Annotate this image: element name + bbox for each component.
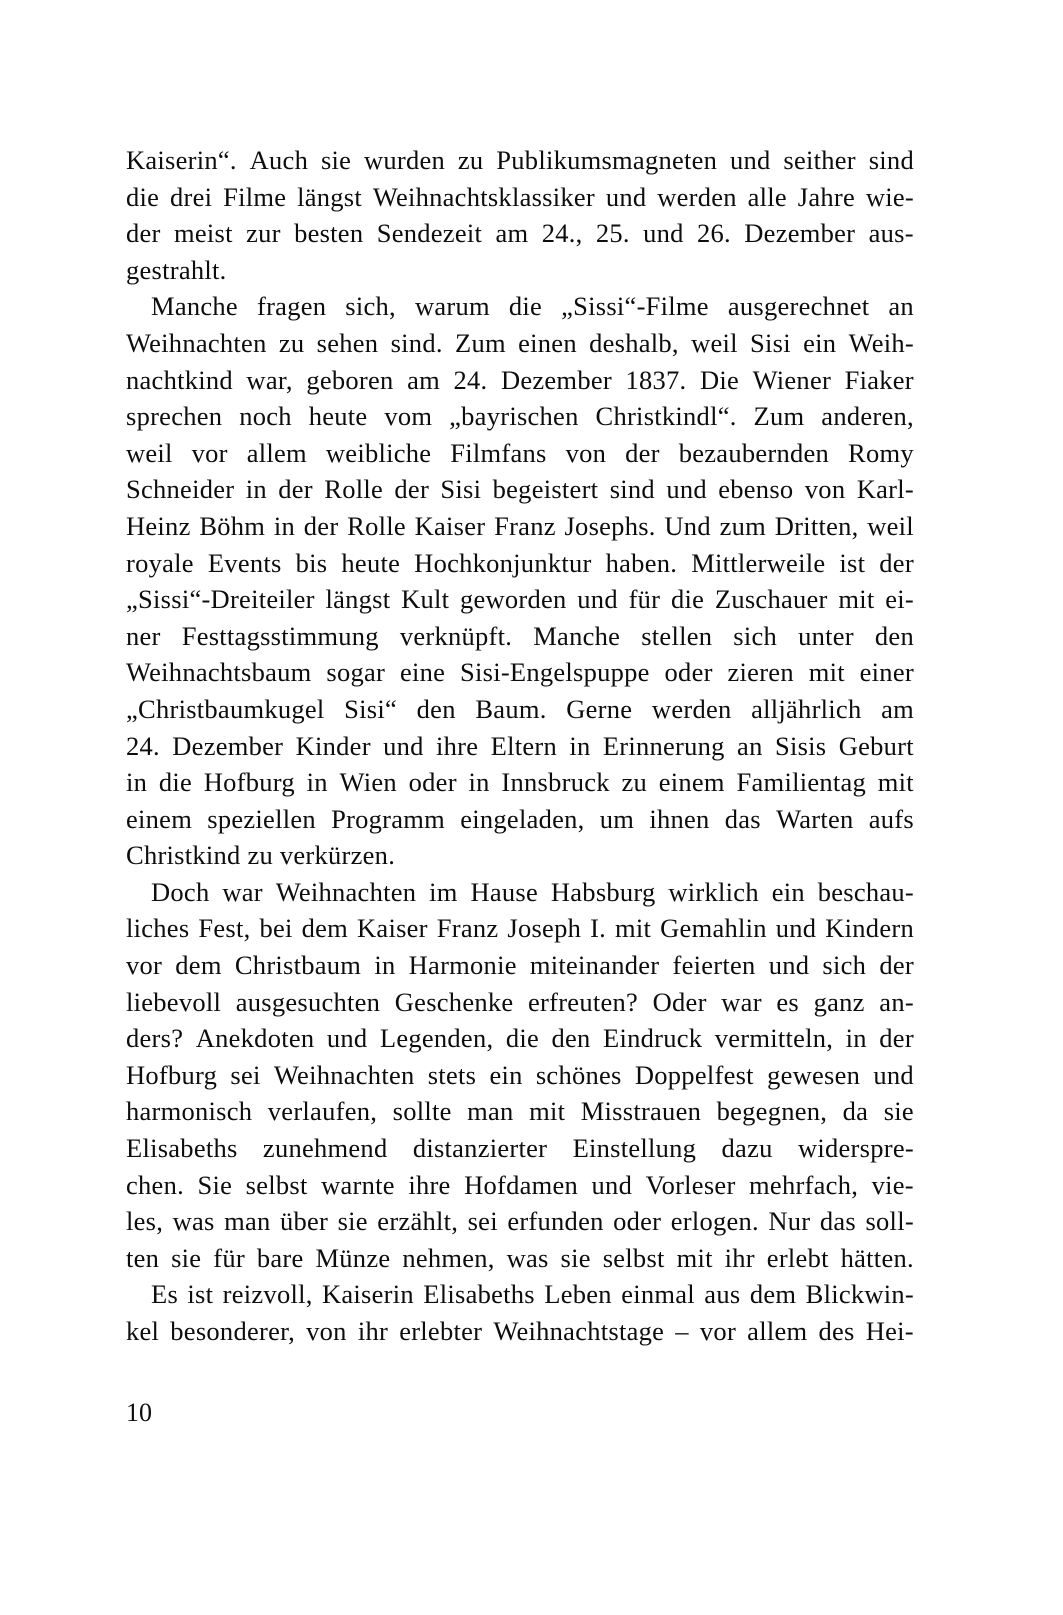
text-line: der meist zur besten Sendezeit am 24., 25. und 26. Dezember aus- (126, 218, 914, 249)
text-line: Es ist reizvoll, Kaiserin Elisabeths Leben einmal aus dem Blickwin- (151, 1279, 914, 1310)
text-line: Elisabeths zunehmend distanzierter Einstellung dazu widerspre- (126, 1133, 914, 1164)
text-line: Hofburg sei Weihnachten stets ein schönes Doppelfest gewesen und (126, 1059, 914, 1090)
text-line: „Sissi“-Dreiteiler längst Kult geworden und für die Zuschauer mit ei- (126, 584, 914, 615)
paragraph (126, 142, 914, 288)
text-line: in die Hofburg in Wien oder in Innsbruck zu einem Familientag mit (126, 767, 914, 798)
text-line: ner Festtagsstimmung verknüpft. Manche stellen sich unter den (126, 620, 914, 651)
text-line: chen. Sie selbst warnte ihre Hofdamen und Vorleser mehrfach, vie- (126, 1169, 914, 1200)
text-line: Christkind zu verkürzen. (126, 840, 396, 871)
text-line: harmonisch verlaufen, sollte man mit Misstrauen begegnen, da sie (126, 1096, 914, 1127)
text-line: weil vor allem weibliche Filmfans von der bezaubernden Romy (126, 437, 914, 468)
text-line: gestrahlt. (126, 254, 227, 285)
text-line: Weihnachtsbaum sogar eine Sisi-Engelspuppe oder zieren mit einer (126, 657, 914, 688)
text-line: royale Events bis heute Hochkonjunktur haben. Mittlerweile ist der (126, 547, 914, 578)
text-line: Doch war Weihnachten im Hause Habsburg wirklich ein beschau- (151, 876, 914, 907)
text-line: ten sie für bare Münze nehmen, was sie selbst mit ihr erlebt hätten. (126, 1242, 914, 1273)
text-line: kel besonderer, von ihr erlebter Weihnachtstage – vor allem des Hei- (126, 1316, 914, 1346)
paragraph (126, 288, 914, 874)
text-line: liebevoll ausgesuchten Geschenke erfreuten? Oder war es ganz an- (126, 986, 914, 1017)
text-line: einem speziellen Programm eingeladen, um ihnen das Warten aufs (126, 803, 914, 834)
text-line: Manche fragen sich, warum die „Sissi“-Filme ausgerechnet an (151, 291, 914, 322)
text-line: nachtkind war, geboren am 24. Dezember 1837. Die Wiener Fiaker (126, 364, 914, 395)
text-line: 24. Dezember Kinder und ihre Eltern in Erinnerung an Sisis Geburt (126, 730, 914, 761)
text-line: Kaiserin“. Auch sie wurden zu Publikumsmagneten und seither sind (126, 145, 914, 175)
text-line: vor dem Christbaum in Harmonie miteinander feierten und sich der (126, 950, 914, 981)
text-line: les, was man über sie erzählt, sei erfunden oder erlogen. Nur das soll- (126, 1206, 914, 1237)
text-line: Heinz Böhm in der Rolle Kaiser Franz Josephs. Und zum Dritten, weil (126, 510, 914, 541)
text-line: Schneider in der Rolle der Sisi begeistert sind und ebenso von Karl- (126, 474, 914, 505)
text-line: Weihnachten zu sehen sind. Zum einen deshalb, weil Sisi ein Weih- (126, 327, 914, 358)
text-line: sprechen noch heute vom „bayrischen Christkindl“. Zum anderen, (126, 401, 914, 432)
text-line: liches Fest, bei dem Kaiser Franz Joseph I. mit Gemahlin und Kindern (126, 913, 914, 944)
page-number: 10 (126, 1398, 152, 1427)
body-text (126, 142, 914, 1350)
text-line: die drei Filme längst Weihnachtsklassiker und werden alle Jahre wie- (126, 181, 914, 212)
text-line: „Christbaumkugel Sisi“ den Baum. Gerne werden alljährlich am (126, 693, 914, 724)
text-line: ders? Anekdoten und Legenden, die den Eindruck vermitteln, in der (126, 1023, 914, 1054)
paragraph (126, 1276, 914, 1349)
paragraph (126, 874, 914, 1277)
